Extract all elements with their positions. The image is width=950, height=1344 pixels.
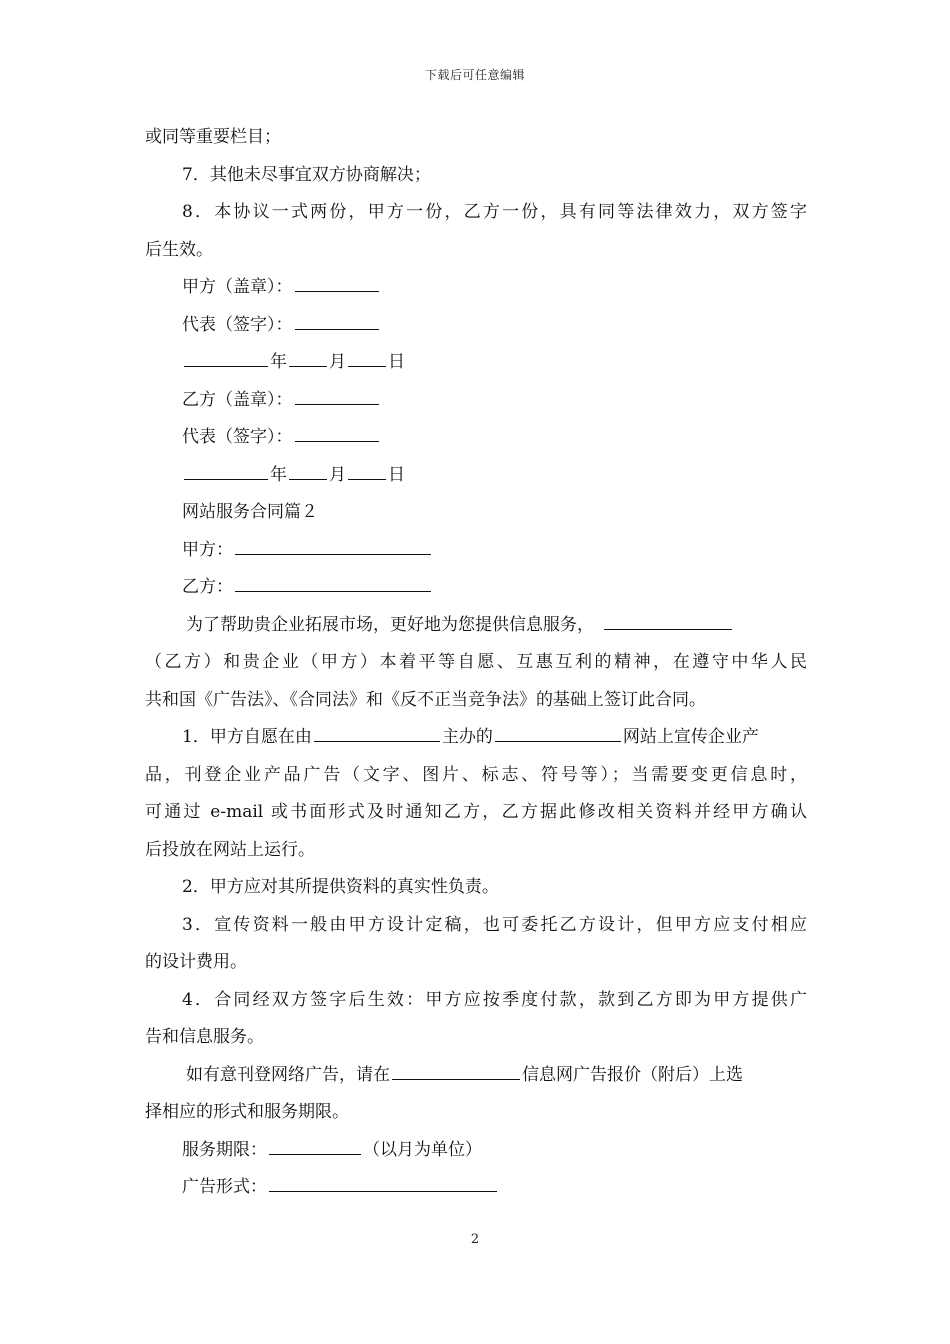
day-label: 日: [388, 352, 405, 372]
term-1-line: [145, 719, 807, 757]
service-term-blank: [269, 1132, 361, 1155]
service-term-unit: （以月为单位）: [363, 1139, 482, 1160]
month-blank: [289, 457, 327, 480]
month-blank: [289, 344, 327, 367]
term-1-text-c: 网站上宣传企业产: [622, 727, 759, 747]
party-a-seal-line: [145, 269, 807, 307]
clause-7: 7．其他未尽事宜双方协商解决；: [182, 164, 431, 185]
term-1-text-a: 1．甲方自愿在由: [182, 727, 312, 747]
paragraph-line: 或同等重要栏目；: [145, 127, 281, 147]
year-blank: [184, 457, 268, 480]
page-header: 下载后可任意编辑: [424, 68, 525, 82]
ad-format-line: [145, 1169, 807, 1207]
info-site-blank: [392, 1057, 520, 1080]
year-label: 年: [270, 352, 287, 372]
party-b-rep-blank: [295, 419, 379, 442]
section-title: 网站服务合同篇２: [182, 502, 318, 522]
party-b-line: [145, 569, 807, 607]
party-b-seal-blank: [295, 382, 379, 405]
party-b-seal-label: 乙方（盖章）：: [182, 389, 293, 410]
page-number: 2: [470, 1232, 480, 1247]
party-a-rep-label: 代表（签字）：: [182, 314, 293, 335]
party-b-blank: [235, 569, 431, 592]
clause-8: 8．本协议一式两份，甲方一份，乙方一份，具有同等法律效力，双方签字: [182, 202, 807, 222]
intro-line-3: 共和国《广告法》、《合同法》和《反不正当竞争法》的基础上签订此合同。: [145, 689, 706, 710]
contract-body: [145, 119, 807, 1207]
term-3-continued: 的设计费用。: [145, 952, 247, 972]
term-4-continued: 告和信息服务。: [145, 1027, 264, 1047]
party-b-label: 乙方：: [182, 577, 233, 597]
party-a-rep-line: [145, 307, 807, 345]
party-b-date-line: [145, 457, 807, 495]
party-b-rep-label: 代表（签字）：: [182, 427, 293, 447]
ad-offer-line: [145, 1057, 807, 1095]
service-term-line: [145, 1132, 807, 1170]
ad-format-label: 广告形式：: [182, 1177, 267, 1197]
term-1-text-b: 主办的: [441, 727, 493, 747]
intro-text: 为了帮助贵企业拓展市场，更好地为您提供信息服务，: [186, 614, 594, 635]
year-label: 年: [270, 464, 287, 485]
ad-offer-text-b: 信息网广告报价（附后）上选: [522, 1064, 743, 1085]
term-1-line-2: 品，刊登企业产品广告（文字、图片、标志、符号等）；当需要变更信息时，: [145, 764, 807, 785]
host-blank: [314, 719, 440, 742]
year-blank: [184, 344, 268, 367]
party-a-seal-blank: [295, 269, 379, 292]
party-a-blank: [235, 532, 431, 555]
term-1-line-3: 可通过 e-mail 或书面形式及时通知乙方，乙方据此修改相关资料并经甲方确认: [145, 802, 807, 822]
party-a-seal-label: 甲方（盖章）：: [182, 277, 293, 297]
term-2: 2．甲方应对其所提供资料的真实性负责。: [182, 877, 499, 897]
month-label: 月: [329, 464, 346, 485]
intro-line-2: （乙方）和贵企业（甲方）本着平等自愿、互惠互利的精神，在遵守中华人民: [145, 652, 807, 672]
ad-offer-continued: 择相应的形式和服务期限。: [145, 1102, 349, 1122]
month-label: 月: [329, 352, 346, 372]
day-blank: [348, 457, 386, 480]
term-3: 3．宣传资料一般由甲方设计定稿，也可委托乙方设计，但甲方应支付相应: [182, 914, 807, 935]
party-b-seal-line: [145, 382, 807, 420]
term-1-line-4: 后投放在网站上运行。: [145, 839, 315, 860]
party-a-date-line: [145, 344, 807, 382]
clause-8-continued: 后生效。: [145, 239, 213, 260]
ad-format-blank: [269, 1169, 497, 1192]
party-b-rep-line: [145, 419, 807, 457]
service-term-label: 服务期限：: [182, 1139, 267, 1160]
intro-line: [145, 607, 807, 645]
party-a-line: [145, 532, 807, 570]
day-blank: [348, 344, 386, 367]
website-blank: [495, 719, 621, 742]
party-a-rep-blank: [295, 307, 379, 330]
ad-offer-text-a: 如有意刊登网络广告，请在: [186, 1064, 390, 1085]
party-a-label: 甲方：: [182, 539, 233, 560]
day-label: 日: [388, 464, 405, 485]
term-4: 4．合同经双方签字后生效：甲方应按季度付款，款到乙方即为甲方提供广: [182, 989, 807, 1010]
party-b-name-blank: [604, 607, 732, 630]
